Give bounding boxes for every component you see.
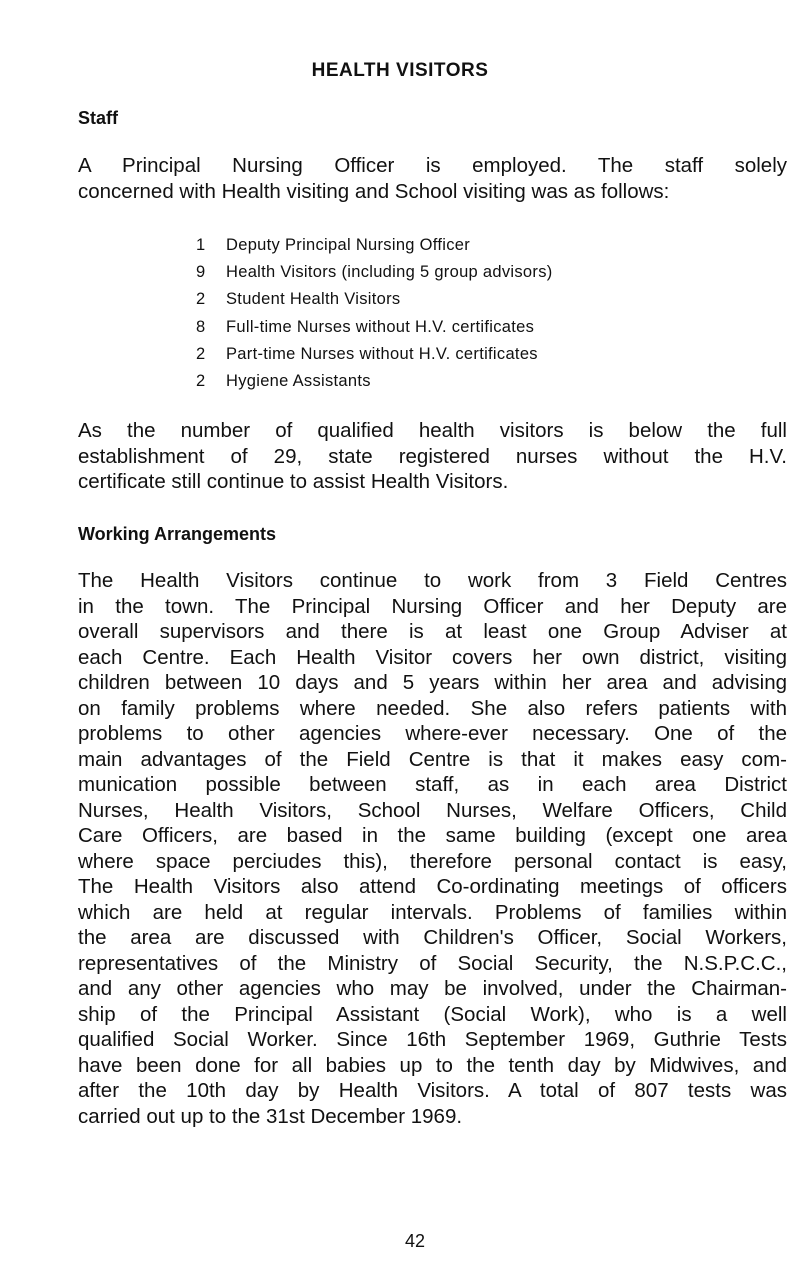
staff-count: 9 (196, 263, 206, 282)
staff-role: Student Health Visitors (226, 290, 401, 309)
paragraph-line: and any other agencies who may be involved, under the Chairman- (78, 977, 787, 1000)
page-title: HEALTH VISITORS (311, 60, 489, 81)
paragraph-line: The Health Visitors continue to work from 3 Field Centres (78, 569, 787, 592)
staff-heading: Staff (78, 108, 118, 128)
paragraph-line: on family problems where needed. She also refers patients with (78, 696, 787, 720)
staff-list-item (196, 286, 553, 313)
paragraph-line: problems to other agencies where-ever necessary. One of the (78, 722, 787, 745)
staff-count: 2 (196, 290, 206, 309)
working-arrangements-heading: Working Arrangements (78, 524, 277, 544)
page-number: 42 (404, 1231, 426, 1251)
paragraph-line: in the town. The Principal Nursing Officer and her Deputy are (78, 594, 787, 618)
staff-list-item (196, 314, 553, 341)
staff-count: 2 (196, 372, 206, 391)
paragraph-line: munication possible between staff, as in each area District (78, 773, 787, 796)
paragraph-line: each Centre. Each Health Visitor covers her own district, visiting (78, 645, 787, 669)
paragraph-line: where space perciudes this), therefore personal contact is easy, (78, 849, 787, 873)
staff-list-item (196, 259, 553, 286)
paragraph-line: children between 10 days and 5 years within her area and advising (78, 671, 787, 694)
paragraph-line: concerned with Health visiting and School visiting was as follows: (78, 179, 670, 203)
paragraph-line: the area are discussed with Children's Officer, Social Workers, (78, 926, 787, 949)
staff-role: Health Visitors (including 5 group advisors) (226, 263, 553, 282)
staff-list-item (196, 341, 553, 368)
staff-role: Full-time Nurses without H.V. certificates (226, 317, 535, 336)
paragraph-line: overall supervisors and there is at least one Group Adviser at (78, 620, 787, 643)
paragraph-line: establishment of 29, state registered nurses without the H.V. (78, 444, 787, 468)
staff-intro-paragraph (78, 153, 787, 204)
paragraph-line: The Health Visitors also attend Co-ordinating meetings of officers (78, 875, 787, 898)
staff-role: Hygiene Assistants (226, 372, 371, 391)
paragraph-line: after the 10th day by Health Visitors. A total of 807 tests was (78, 1079, 787, 1102)
paragraph-line: Care Officers, are based in the same building (except one area (78, 824, 787, 847)
staff-count: 2 (196, 344, 206, 363)
paragraph-line: Nurses, Health Visitors, School Nurses, Welfare Officers, Child (78, 798, 787, 822)
paragraph-line: certificate still continue to assist Health Visitors. (78, 470, 509, 493)
paragraph-line: representatives of the Ministry of Social Security, the N.S.P.C.C., (78, 951, 787, 975)
staff-count: 8 (196, 317, 206, 336)
paragraph-line: which are held at regular intervals. Problems of families within (78, 900, 787, 924)
paragraph-line: qualified Social Worker. Since 16th September 1969, Guthrie Tests (78, 1028, 787, 1051)
staff-role: Deputy Principal Nursing Officer (226, 236, 471, 254)
working-arrangements-paragraph (78, 568, 787, 1129)
staff-role: Part-time Nurses without H.V. certificates (226, 344, 538, 363)
paragraph-line: As the number of qualified health visitors is below the full (78, 419, 787, 442)
staff-count: 1 (196, 236, 206, 254)
paragraph-line: carried out up to the 31st December 1969. (78, 1104, 463, 1128)
paragraph-line: A Principal Nursing Officer is employed. The staff solely (78, 154, 787, 177)
paragraph-line: have been done for all babies up to the tenth day by Midwives, and (78, 1053, 787, 1077)
paragraph-line: main advantages of the Field Centre is that it makes easy com- (78, 747, 787, 771)
staff-list-item (196, 368, 553, 395)
paragraph-line: ship of the Principal Assistant (Social Work), who is a well (78, 1002, 787, 1026)
staff-list (196, 232, 553, 395)
staff-list-item (196, 232, 553, 259)
staff-closing-paragraph (78, 418, 787, 495)
